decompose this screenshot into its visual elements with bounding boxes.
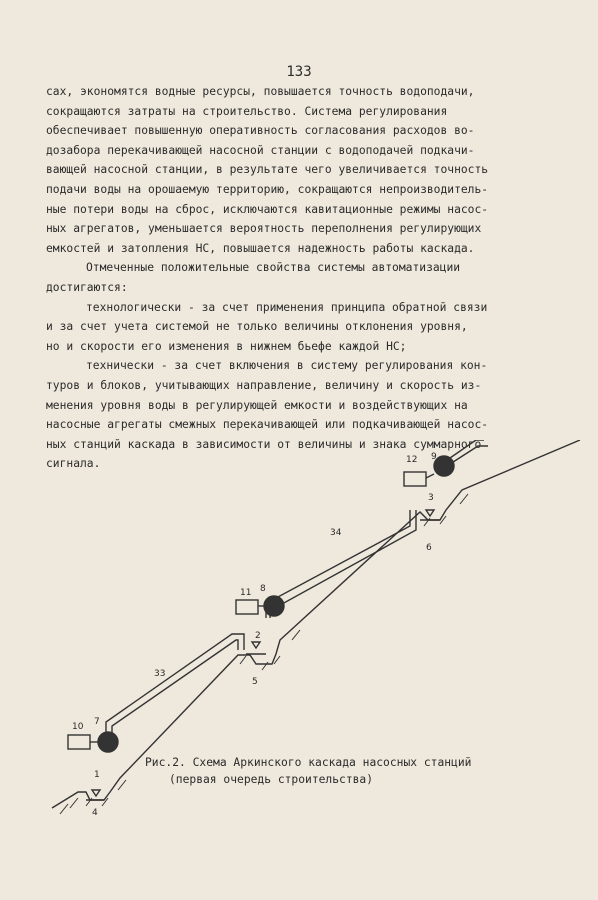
text-line: Отмеченные положительные свойства системы автоматизации — [86, 261, 461, 275]
label-1: 1 — [94, 770, 100, 780]
text-line: дозабора перекачивающей насосной станции с водоподачей подкачи- — [46, 143, 475, 157]
text-line: обеспечивает повышенную оперативность согласования расходов во- — [46, 124, 475, 138]
label-7: 7 — [94, 717, 100, 727]
text-line: и за счет учета системой не только величины отклонения уровня, — [46, 320, 468, 334]
pipeline-33 — [106, 634, 244, 744]
control-block-11 — [236, 600, 258, 614]
text-line: ные потери воды на сброс, исключаются кавитационные режимы насос- — [46, 202, 489, 216]
text-line: достигаются: — [46, 280, 128, 294]
label-33: 33 — [154, 669, 166, 679]
label-4: 4 — [92, 808, 98, 818]
pump-station-8 — [264, 596, 284, 616]
label-9: 9 — [431, 452, 437, 462]
text-line: сокращаются затраты на строительство. Система регулирования — [46, 104, 448, 118]
label-2: 2 — [255, 631, 261, 641]
text-line: насосные агрегаты смежных перекачивающей или подкачивающей насос- — [46, 418, 489, 432]
pump-station-9 — [434, 456, 454, 476]
label-6: 6 — [426, 543, 432, 553]
label-12: 12 — [406, 455, 418, 465]
text-line: сах, экономятся водные ресурсы, повышается точность водоподачи, — [46, 85, 475, 98]
label-8: 8 — [260, 584, 266, 594]
label-3: 3 — [428, 493, 434, 503]
figure-caption — [145, 754, 545, 788]
text-line: емкостей и затопления НС, повышается надежность работы каскада. — [46, 241, 475, 255]
pipeline-upper — [450, 440, 488, 464]
text-line: подачи воды на орошаемую территорию, сокращаются непроизводитель- — [46, 182, 489, 196]
label-5: 5 — [252, 677, 258, 687]
pump-station-7 — [98, 732, 118, 752]
control-block-12 — [404, 472, 426, 486]
caption-line-1: Рис.2. Схема Аркинского каскада насосных станций — [145, 756, 472, 769]
label-10: 10 — [72, 722, 84, 732]
text-line: технически - за счет включения в систему регулирования кон- — [86, 359, 488, 373]
label-11: 11 — [240, 588, 252, 598]
text-line: ных станций каскада в зависимости от величины и знака суммарного — [46, 437, 482, 451]
pipeline-8-riser — [276, 510, 416, 608]
text-line: туров и блоков, учитывающих направление, величину и скорость из- — [46, 378, 482, 392]
text-line: ных агрегатов, уменьшается вероятность переполнения регулирующих — [46, 222, 482, 236]
caption-line-2: (первая очередь строительства) — [169, 773, 374, 786]
text-line: вающей насосной станции, в результате чего увеличивается точность — [46, 163, 489, 177]
control-block-10 — [68, 735, 90, 749]
water-level-marker-2 — [246, 642, 266, 654]
text-line: менения уровня воды в регулирующей емкости и воздействующих на — [46, 398, 468, 412]
text-line: но и скорости его изменения в нижнем бьефе каждой НС; — [46, 339, 407, 353]
page-number: 133 — [286, 64, 312, 80]
terrain-line — [52, 440, 580, 808]
body-text — [46, 82, 551, 474]
label-34: 34 — [330, 528, 342, 538]
text-line: сигнала. — [46, 457, 101, 471]
text-line: технологически - за счет применения принципа обратной связи — [86, 300, 488, 314]
